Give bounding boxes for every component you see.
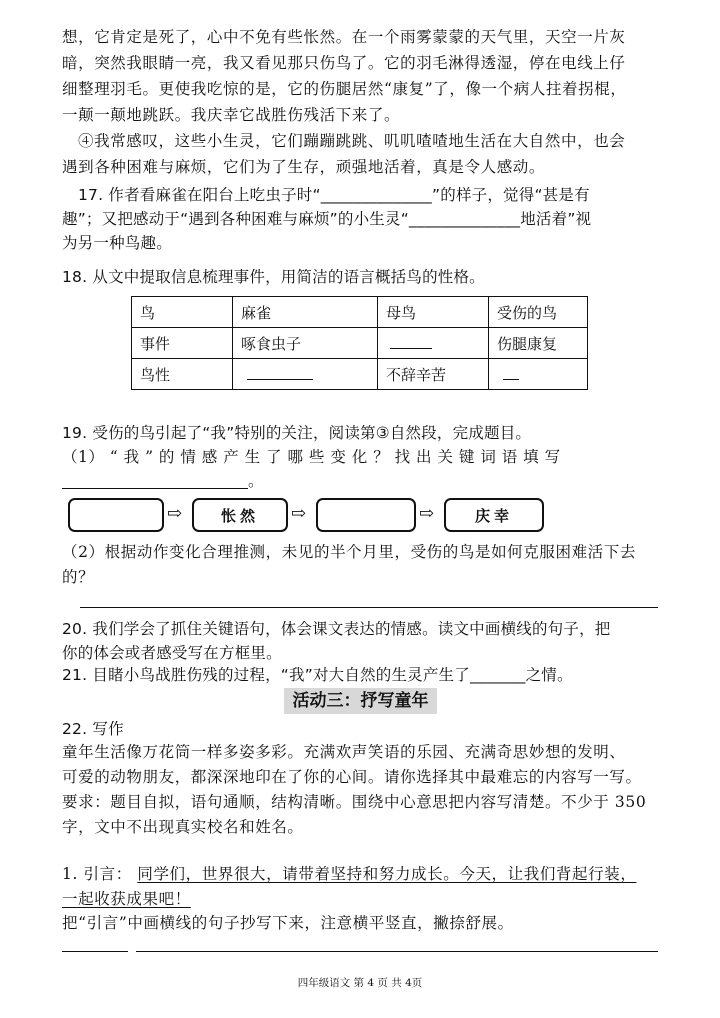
emotion-box-1[interactable]: [68, 498, 164, 532]
answer-line[interactable]: [62, 488, 248, 489]
answer-line[interactable]: [80, 607, 658, 608]
q19-sub1-end: 。: [248, 472, 265, 490]
passage-line-2: 暗，突然我眼睛一亮，我又看见那只伤鸟了。它的羽毛淋得透湿，停在电线上仔: [62, 54, 626, 72]
q19-sub2-line-1: （2）根据动作变化合理推测，未见的半个月里，受伤的鸟是如何克服困难活下去: [62, 543, 636, 561]
intro-line-2: [62, 888, 191, 910]
table-cell: 不辞辛苦: [378, 359, 489, 390]
q17-line-3: 为另一种鸟趣。: [62, 234, 172, 252]
table-cell: 鸟: [132, 297, 233, 328]
arrow-right-icon: ⇨: [291, 503, 307, 524]
passage-line-6: 遇到各种困难与麻烦，它们为了生存，顽强地活着，真是令人感动。: [62, 158, 546, 176]
answer-blank[interactable]: [247, 365, 313, 380]
arrow-right-icon: ⇨: [419, 503, 435, 524]
table-row: [132, 359, 588, 390]
q22-line-3: 要求：题目自拟，语句通顺，结构清晰。围绕中心意思把内容写清楚。不少于 350: [62, 793, 647, 811]
table-row: [132, 328, 588, 359]
q22-line-1: 童年生活像万花筒一样多姿多彩。充满欢声笑语的乐园、充满奇思妙想的发明、: [62, 743, 626, 761]
table-cell: 麻雀: [233, 297, 378, 328]
q22-line-2: 可爱的动物朋友，都深深地印在了你的心间。请你选择其中最难忘的内容写一写。: [62, 768, 642, 786]
table-cell: 伤腿康复: [489, 328, 588, 359]
answer-blank[interactable]: [503, 365, 519, 380]
q22-line-4: 字，文中不出现真实校名和姓名。: [62, 818, 304, 836]
table-cell: 事件: [132, 328, 233, 359]
answer-blank-cell[interactable]: [489, 359, 588, 390]
table-row: [132, 297, 588, 328]
q22-title: 22. 写作: [62, 720, 124, 738]
emotion-box-2: 怅然: [192, 498, 288, 532]
arrow-right-icon: ⇨: [167, 503, 183, 524]
answer-line[interactable]: [136, 951, 658, 952]
intro-label: 1. 引言：: [62, 865, 132, 883]
q19-sub2-line-2: 的？: [62, 568, 95, 586]
intro-line-1: [62, 863, 636, 885]
q17-line-2: 趣”；又把感动于“遇到各种困难与麻烦”的小生灵“______________地活着”视: [62, 210, 592, 228]
intro-quote-cont: 一起收获成果吧！: [62, 890, 191, 908]
table-cell: 啄食虫子: [233, 328, 378, 359]
answer-line[interactable]: [62, 951, 128, 952]
answer-blank-cell[interactable]: [233, 359, 378, 390]
emotion-box-4: 庆幸: [444, 498, 544, 532]
q20-line-1: 20. 我们学会了抓住关键语句，体会课文表达的情感。读文中画横线的句子，把: [62, 620, 611, 638]
table-cell: 鸟性: [132, 359, 233, 390]
page-footer: 四年级语文 第 4 页 共 4页: [297, 977, 423, 989]
emotion-box-3[interactable]: [316, 498, 416, 532]
passage-line-1: 想，它肯定是死了，心中不免有些怅然。在一个雨雾蒙蒙的天气里，天空一片灰: [62, 28, 626, 46]
table-cell: 受伤的鸟: [489, 297, 588, 328]
activity-title: 活动三：抒写童年: [284, 688, 437, 714]
q19-prompt: 19. 受伤的鸟引起了“我”特别的关注，阅读第③自然段，完成题目。: [62, 424, 532, 442]
q17-line-1: 17. 作者看麻雀在阳台上吃虫子时“______________”的样子，觉得“甚是有: [78, 186, 590, 204]
q21-line: 21. 目睹小鸟战胜伤残的过程，“我”对大自然的生灵产生了_______之情。: [62, 666, 573, 684]
passage-line-5: ④我常感叹，这些小生灵，它们蹦蹦跳跳、叽叽喳喳地生活在大自然中，也会: [78, 132, 626, 150]
intro-instruction: 把“引言”中画横线的句子抄写下来，注意横平竖直，撇捺舒展。: [62, 914, 514, 932]
q20-line-2: 你的体会或者感受写在方框里。: [62, 644, 282, 662]
answer-blank[interactable]: [390, 334, 432, 349]
q18-prompt: 18. 从文中提取信息梳理事件，用简洁的语言概括鸟的性格。: [62, 268, 485, 286]
passage-line-4: 一颠一颠地跳跃。我庆幸它战胜伤残活下来了。: [62, 106, 401, 124]
table-cell: 母鸟: [378, 297, 489, 328]
q19-sub1: （1） “ 我 ” 的 情 感 产 生 了 哪 些 变 化 ？ 找 出 关 键 词 语 填 写: [62, 448, 561, 466]
intro-quote: 同学们，世界很大，请带着坚持和努力成长。今天，让我们背起行装，: [137, 865, 637, 883]
passage-line-3: 细整理羽毛。更使我吃惊的是，它的伤腿居然“康复”了，像一个病人拄着拐棍，: [62, 80, 627, 98]
answer-blank-cell[interactable]: [378, 328, 489, 359]
bird-table: [131, 296, 588, 390]
